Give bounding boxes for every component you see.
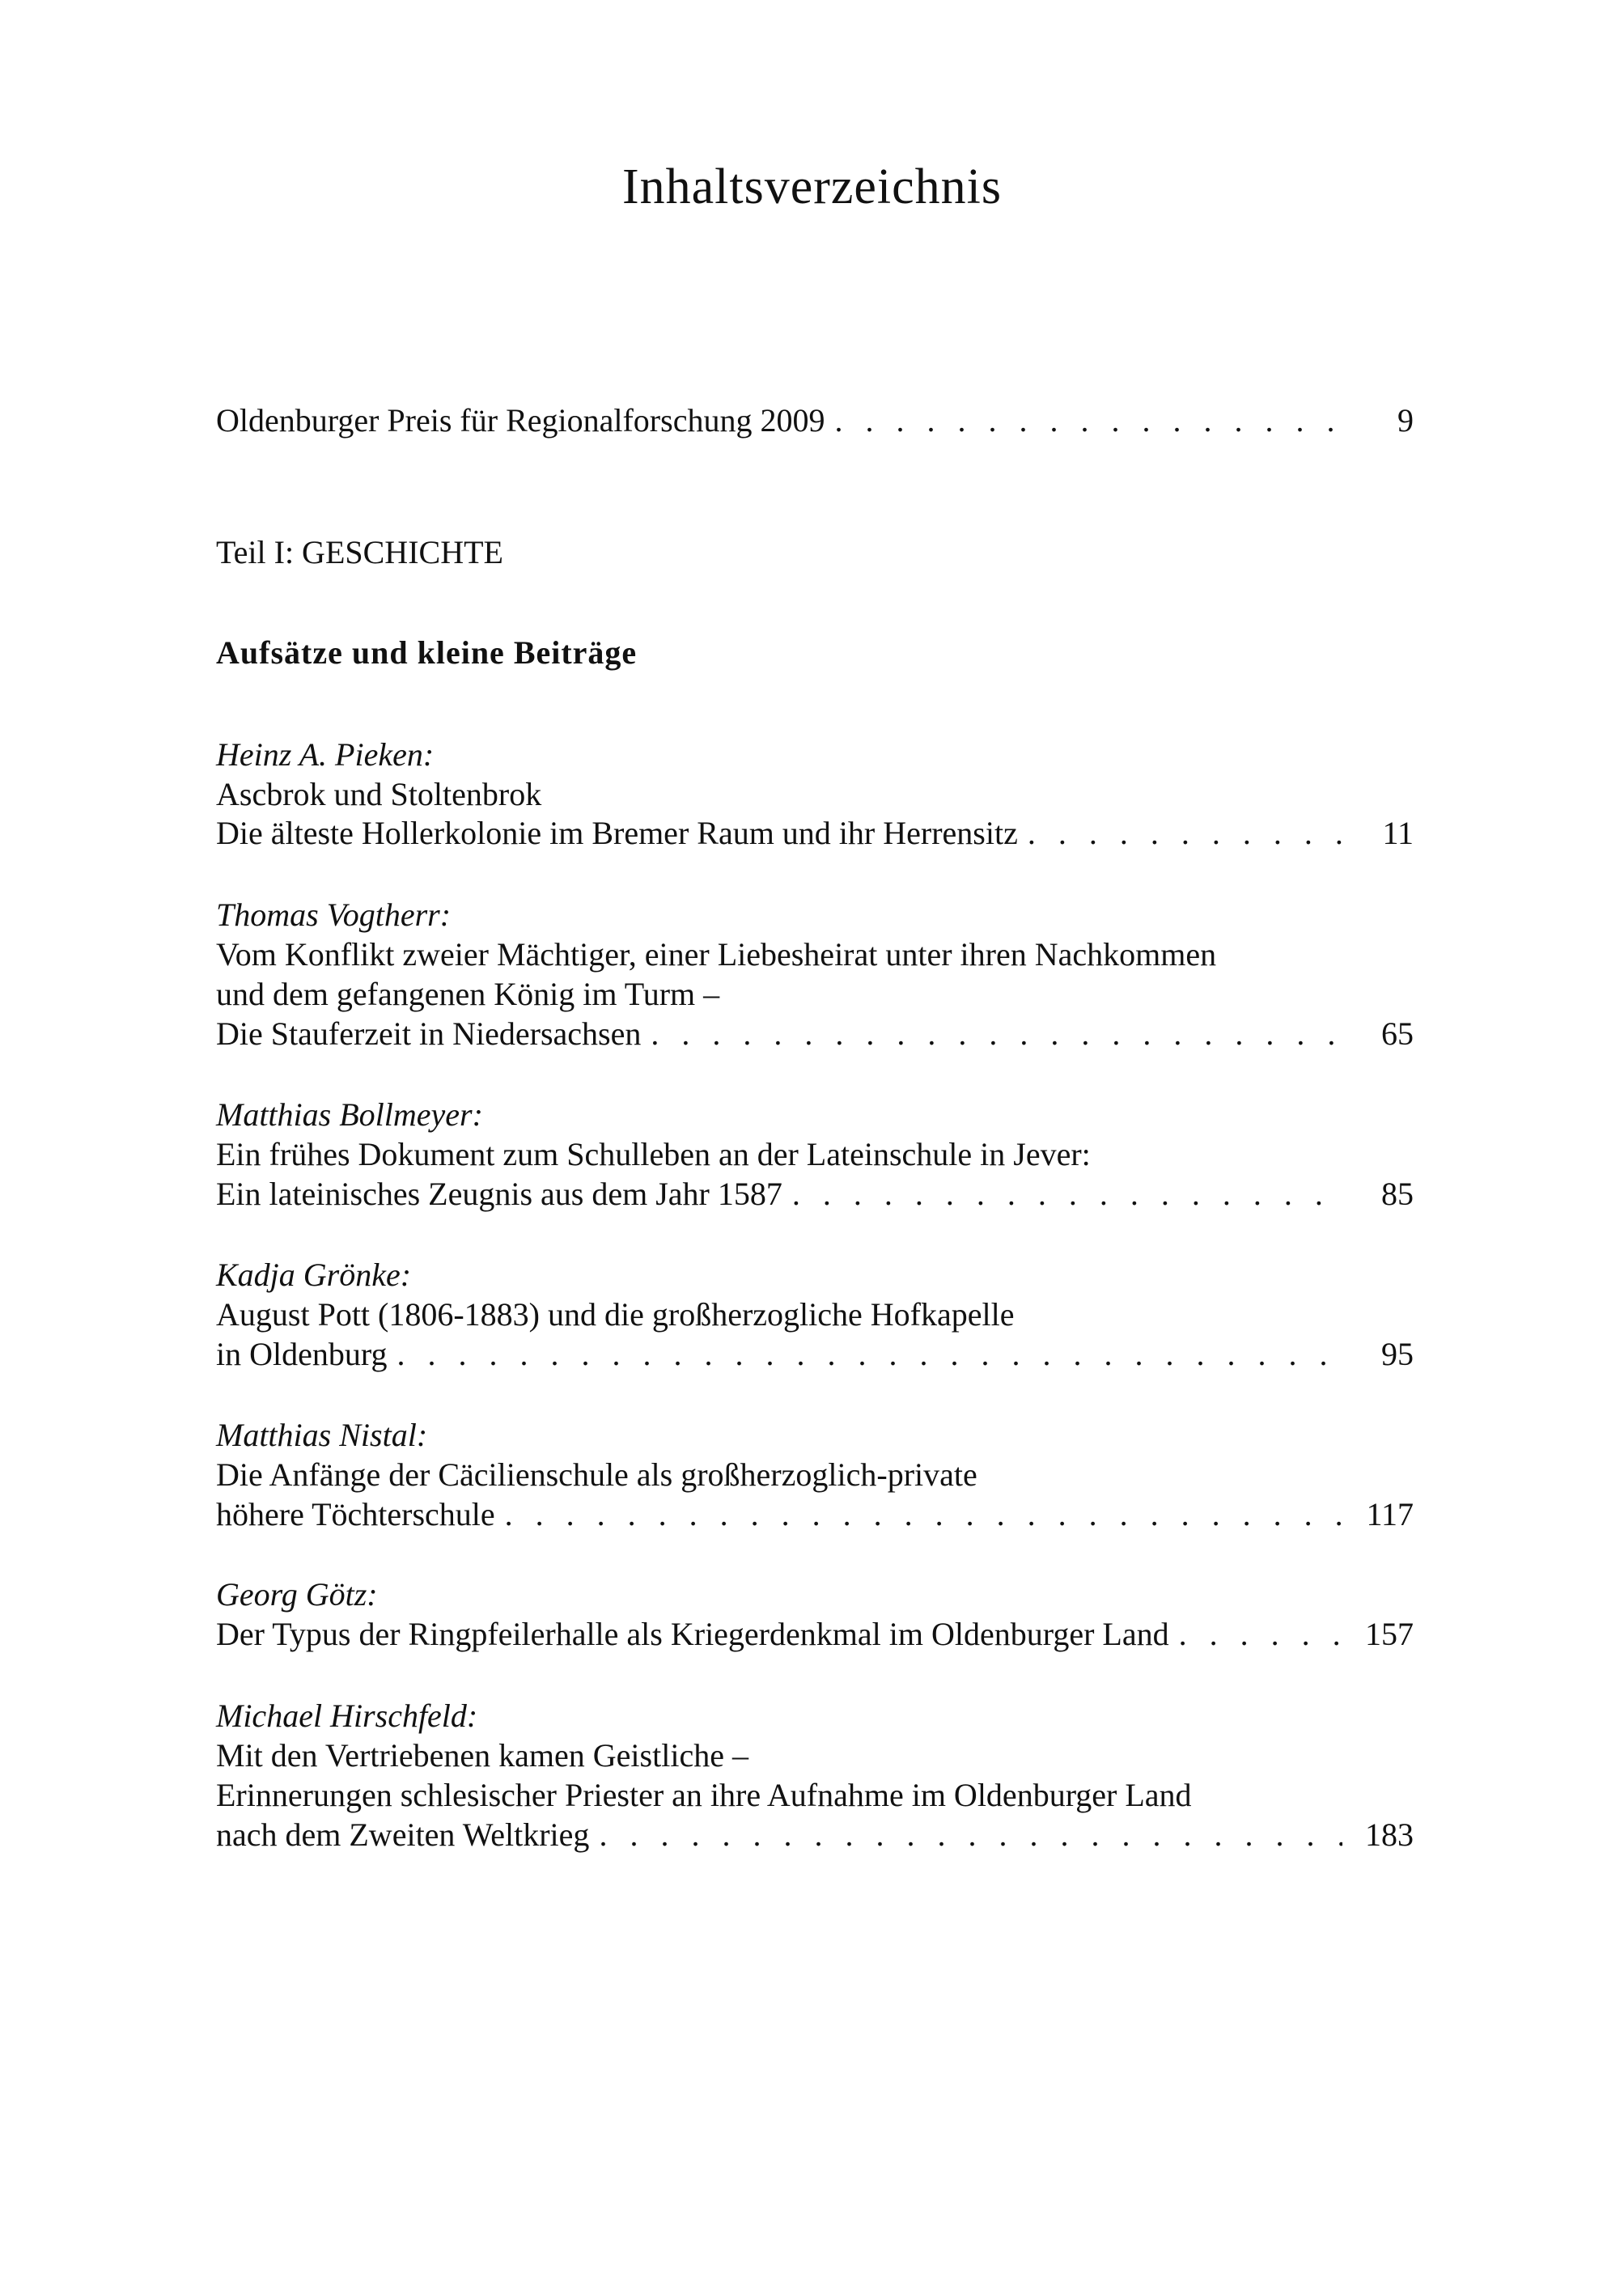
toc-author: Kadja Grönke: bbox=[216, 1257, 412, 1293]
toc-page-number: 85 bbox=[1381, 1176, 1414, 1212]
toc-page-number: 157 bbox=[1365, 1616, 1414, 1652]
leader-dots bbox=[651, 1014, 1342, 1054]
toc-page-number: 183 bbox=[1365, 1816, 1414, 1853]
toc-title-line: Die Anfänge der Cäcilienschule als großherzoglich-private bbox=[216, 1456, 977, 1493]
toc-author: Georg Götz: bbox=[216, 1576, 378, 1613]
toc-page-number: 117 bbox=[1366, 1496, 1414, 1532]
toc-title-line: höhere Töchterschule bbox=[216, 1496, 495, 1532]
toc-title-line: Die Stauferzeit in Niedersachsen bbox=[216, 1015, 642, 1052]
leader-dots bbox=[792, 1174, 1342, 1214]
leader-dots bbox=[505, 1494, 1342, 1535]
toc-author: Matthias Nistal: bbox=[216, 1417, 428, 1453]
toc-entry[interactable] bbox=[216, 1815, 1414, 1855]
toc-author: Matthias Bollmeyer: bbox=[216, 1096, 483, 1133]
toc-page-number: 9 bbox=[1397, 402, 1414, 439]
leader-dots bbox=[396, 1334, 1342, 1375]
page-title: Inhaltsverzeichnis bbox=[621, 159, 1003, 214]
toc-title-line: Mit den Vertriebenen kamen Geistliche – bbox=[216, 1737, 748, 1774]
toc-title-line: Die älteste Hollerkolonie im Bremer Raum und ihr Herrensitz bbox=[216, 815, 1018, 851]
toc-title-line: Vom Konflikt zweier Mächtiger, einer Liebesheirat unter ihren Nachkommen bbox=[216, 936, 1217, 973]
toc-page-number: 95 bbox=[1381, 1336, 1414, 1372]
toc-entry-title: Oldenburger Preis für Regionalforschung 2009 bbox=[216, 402, 825, 439]
toc-entry[interactable] bbox=[216, 1334, 1414, 1375]
toc-author: Michael Hirschfeld: bbox=[216, 1697, 478, 1734]
toc-title-line: August Pott (1806-1883) und die großherzogliche Hofkapelle bbox=[216, 1296, 1015, 1333]
toc-title-line: Ascbrok und Stoltenbrok bbox=[216, 776, 542, 812]
toc-page-number: 65 bbox=[1381, 1015, 1414, 1052]
toc-entry[interactable] bbox=[216, 813, 1414, 854]
leader-dots bbox=[834, 401, 1342, 441]
section-heading: Aufsätze und kleine Beiträge bbox=[216, 634, 638, 671]
toc-page-number: 11 bbox=[1382, 815, 1414, 851]
leader-dots bbox=[599, 1815, 1342, 1855]
toc-title-line: Ein frühes Dokument zum Schulleben an der Lateinschule in Jever: bbox=[216, 1136, 1091, 1172]
leader-dots bbox=[1028, 813, 1342, 854]
toc-title-line: Ein lateinisches Zeugnis aus dem Jahr 1587 bbox=[216, 1176, 782, 1212]
toc-entry-prize[interactable] bbox=[216, 401, 1414, 441]
toc-title-line: Erinnerungen schlesischer Priester an ihre Aufnahme im Oldenburger Land bbox=[216, 1777, 1192, 1813]
toc-title-line: und dem gefangenen König im Turm – bbox=[216, 976, 720, 1012]
toc-entry[interactable] bbox=[216, 1494, 1414, 1535]
toc-entry[interactable] bbox=[216, 1014, 1414, 1054]
toc-author: Thomas Vogtherr: bbox=[216, 896, 452, 933]
toc-title-line: nach dem Zweiten Weltkrieg bbox=[216, 1816, 590, 1853]
toc-entry[interactable] bbox=[216, 1174, 1414, 1214]
toc-author: Heinz A. Pieken: bbox=[216, 736, 435, 773]
part-heading: Teil I: GESCHICHTE bbox=[216, 534, 503, 570]
toc-title-line: Der Typus der Ringpfeilerhalle als Kriegerdenkmal im Oldenburger Land bbox=[216, 1616, 1169, 1652]
leader-dots bbox=[1179, 1614, 1342, 1655]
toc-entry[interactable] bbox=[216, 1614, 1414, 1655]
toc-title-line: in Oldenburg bbox=[216, 1336, 388, 1372]
